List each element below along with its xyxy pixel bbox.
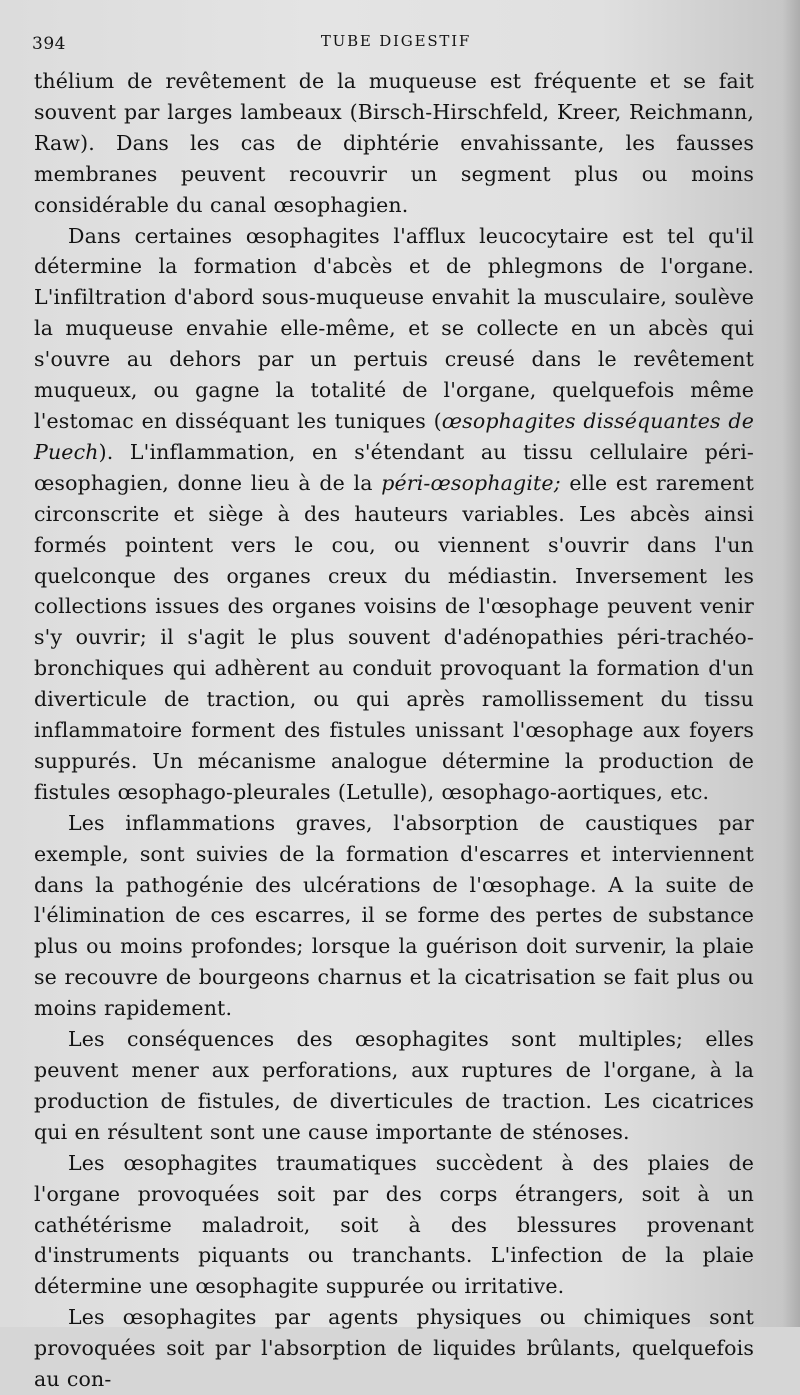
paragraph-inflammations: Les inflammations graves, l'absorption de caustiques par exemple, sont suivies de la formation d'escarres et interviennent dans la pathogénie des ulcérations de l'œsophage. A la suite de l'élimination de ces escarres, il se forme des pertes de substance plus ou moins profondes; lorsque la guérison doit survenir, la plaie se recouvre de bourgeons charnus et la cicatrisation se fait plus ou moins rapidement. — [34, 810, 754, 1021]
paragraph-physical-chemical: Les œsophagites par agents physiques ou chimiques sont provoquées soit par l'absorption de liquides brûlants, quelquefois au con- — [34, 1305, 754, 1392]
paragraph-traumatic: Les œsophagites traumatiques succèdent à des plaies de l'organe provoquées soit par des corps étrangers, soit à un cathétérisme maladroit, soit à des blessures provenant d'instruments piquants ou tranchants. L'infection de la plaie détermine une œsophagite suppurée ou irritative. — [34, 1150, 754, 1299]
paragraph-text: ). L'inflammation, en s'étendant au tissu cellulaire péri-œsophagien, donne lieu à de la — [34, 439, 754, 495]
italic-term-dissecting: œsophagites disséquantes de Puech — [34, 408, 754, 464]
page-number: 394 — [32, 34, 66, 54]
paragraph-continuation: thélium de revêtement de la muqueuse est fréquente et se fait souvent par larges lambeaux (Birsch-Hirschfeld, Kreer, Reichmann, Raw). Dans les cas de diphtérie envahissante, les fausses membranes peuvent recouvrir un segment plus ou moins considérable du canal œsophagien. — [34, 69, 754, 217]
paragraph-abscess — [34, 221, 754, 808]
paragraph-consequences: Les conséquences des œsophagites sont multiples; elles peuvent mener aux perforations, aux ruptures de l'organe, à la production de fistules, de diverticules de traction. Les cicatrices qui en résultent sont une cause importante de sténoses. — [34, 1027, 754, 1144]
paragraph-text: elle est rarement circonscrite et siège à des hauteurs variables. Les abcès ainsi formés pointent vers le cou, ou viennent s'ouvrir dans l'un quelconque des organes creux du médiastin. Inversement les collections issues des organes voisins de l'œsophage peuvent venir s'y ouvrir; il s'agit le plus souvent d'adénopathies péri-trachéo-bronchiques qui adhèrent au conduit provoquant la formation d'un diverticule de traction, ou qui après ramollissement du tissu inflammatoire forment des fistules unissant l'œsophage aux foyers suppurés. Un mécanisme analogue détermine la production de fistules œsophago-pleurales (Letulle), œsophago-aortiques, etc. — [34, 470, 755, 804]
page-header — [32, 32, 760, 56]
running-title: TUBE DIGESTIF — [320, 32, 472, 50]
italic-term-periesophagitis: péri-œsophagite; — [381, 470, 561, 495]
body-text — [34, 66, 754, 1395]
paragraph-text: Dans certaines œsophagites l'afflux leucocytaire est tel qu'il détermine la formation d'abcès et de phlegmons de l'organe. L'infiltration d'abord sous-muqueuse envahit la musculaire, soulève la muqueuse envahie elle-même, et se collecte en un abcès qui s'ouvre au dehors par un pertuis creusé dans le revêtement muqueux, ou gagne la totalité de l'organe, quelquefois même l'estomac en disséquant les tuniques ( — [34, 223, 754, 433]
